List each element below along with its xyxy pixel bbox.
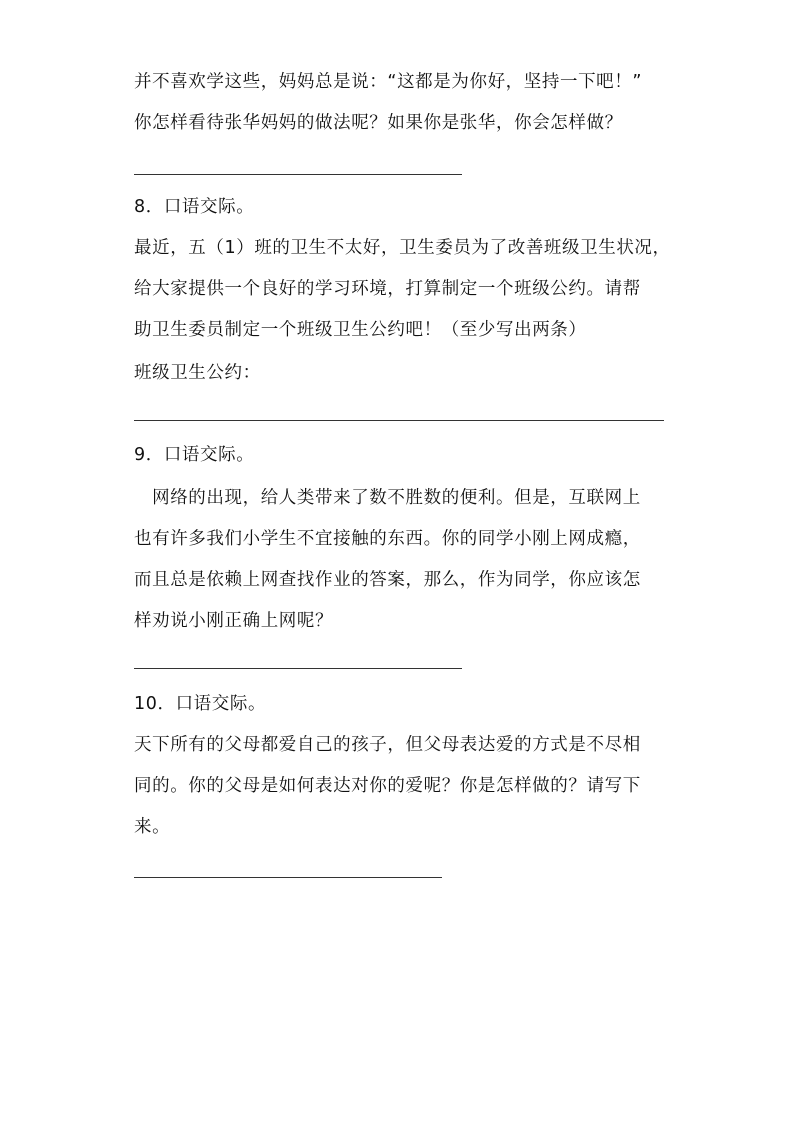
question-9-text-line-4: 样劝说小刚正确上网呢？: [134, 611, 334, 631]
question-8-text-line-2: 给大家提供一个良好的学习环境，打算制定一个班级公约。请帮: [134, 279, 641, 299]
question-9-text-line-2: 也有许多我们小学生不宜接触的东西。你的同学小刚上网成瘾，: [134, 529, 641, 549]
question-10-text-line-1: 天下所有的父母都爱自己的孩子，但父母表达爱的方式是不尽相: [134, 735, 641, 755]
question-10-title: 10．口语交际。: [134, 694, 267, 714]
intro-line-1: 并不喜欢学这些，妈妈总是说：“这都是为你好，坚持一下吧！”: [134, 72, 643, 92]
question-9-text-line-1: 网络的出现，给人类带来了数不胜数的便利。但是，互联网上: [134, 488, 641, 508]
question-9-text-line-3: 而且总是依赖上网查找作业的答案，那么，作为同学，你应该怎: [134, 570, 641, 590]
question-9-title: 9．口语交际。: [134, 445, 255, 465]
question-10-text-line-3: 来。: [134, 817, 171, 837]
question-8-text-line-1: 最近，五（1）班的卫生不太好，卫生委员为了改善班级卫生状况，: [134, 238, 671, 258]
question-8-title: 8．口语交际。: [134, 197, 255, 217]
answer-line-10[interactable]: [134, 877, 442, 878]
answer-line-7[interactable]: [134, 174, 462, 175]
answer-line-8[interactable]: [134, 420, 664, 421]
question-8-label: 班级卫生公约：: [134, 363, 261, 383]
question-10-text-line-2: 同的。你的父母是如何表达对你的爱呢？你是怎样做的？请写下: [134, 776, 641, 796]
answer-line-9[interactable]: [134, 668, 462, 669]
question-8-text-line-3: 助卫生委员制定一个班级卫生公约吧！（至少写出两条）: [134, 320, 587, 340]
intro-line-2: 你怎样看待张华妈妈的做法呢？如果你是张华，你会怎样做？: [134, 113, 623, 133]
